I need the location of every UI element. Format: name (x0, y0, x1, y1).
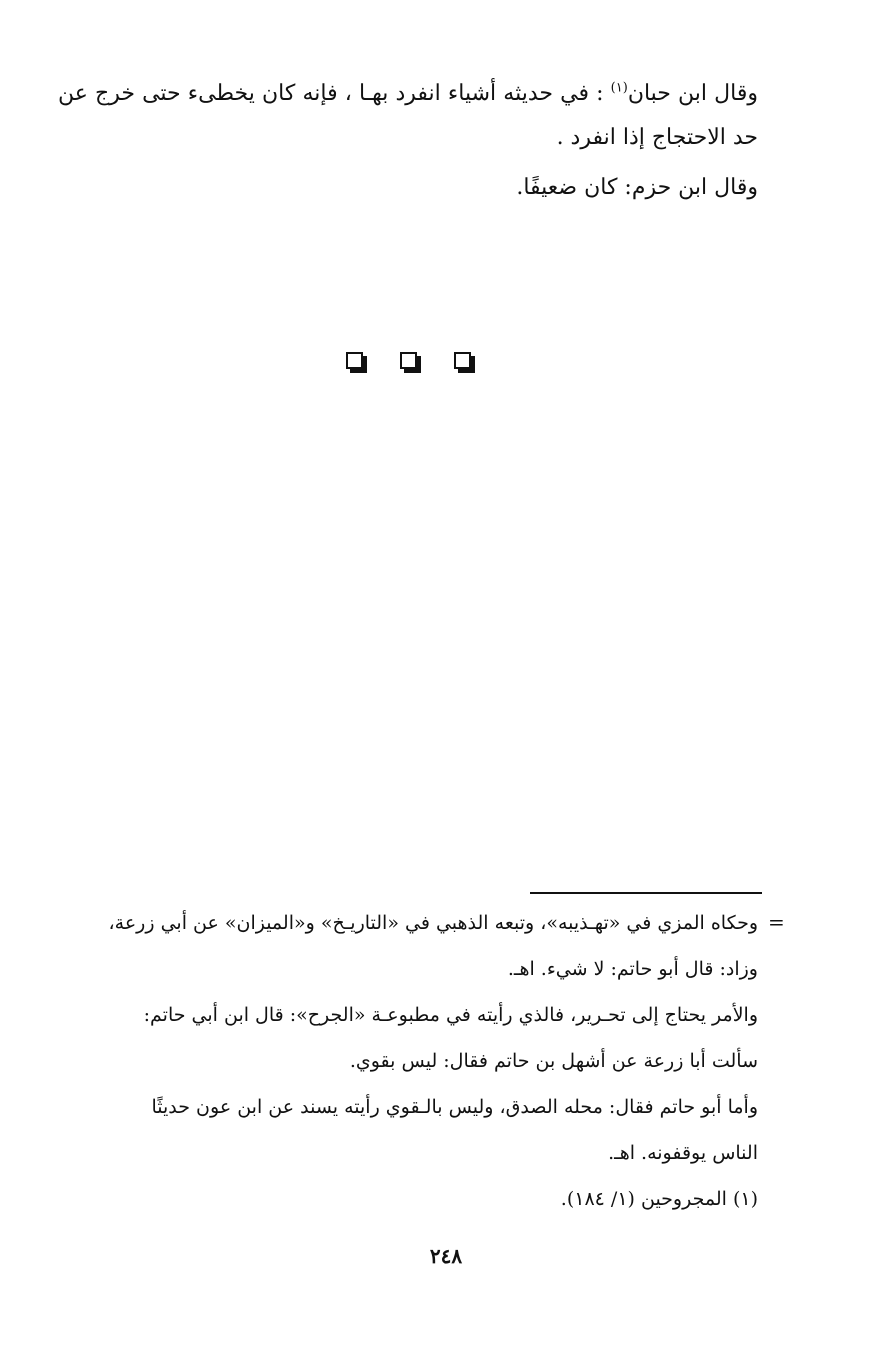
footnote-citation: (١) المجروحين (١/ ١٨٤). (560, 1188, 758, 1210)
page-number: ٢٤٨ (429, 1244, 463, 1268)
footnote-line: والأمر يحتاج إلى تحـرير، فالذي رأيته في مطبوعـة «الجرح»: قال ابن أبي حاتم: (143, 1004, 758, 1026)
footnote-line: الناس يوقفونه. اهـ. (608, 1142, 758, 1164)
box-square-icon (400, 352, 422, 374)
footnote-continuation-mark: = (768, 910, 785, 934)
footnote-separator (530, 892, 762, 894)
paragraph-ibn-hazm: وقال ابن حزم: كان ضعيفًا. (516, 175, 758, 200)
footnote-line: وأما أبو حاتم فقال: محله الصدق، وليس بالـقوي رأيته يسند عن ابن عون حديثًا (151, 1096, 758, 1118)
paragraph-ibn-hibban-rest: : في حديثه أشياء انفرد بهـا ، فإنه كان يخطىء حتى خرج عن حد الاحتجاج إذا انفرد . (58, 81, 758, 150)
footnote-line: سألت أبا زرعة عن أشهل بن حاتم فقال: ليس بقوي. (349, 1050, 758, 1072)
footnote-line: وزاد: قال أبو حاتم: لا شيء. اهـ. (507, 958, 758, 980)
box-square-icon (346, 352, 368, 374)
paragraph-ibn-hibban-start: وقال ابن حبان (627, 81, 758, 106)
footnote-reference[interactable]: (١) (610, 80, 628, 96)
main-text (58, 72, 758, 216)
footnote-line: وحكاه المزي في «تهـذيبه»، وتبعه الذهبي في «التاريـخ» و«الميزان» عن أبي زرعة، (108, 912, 758, 934)
footnotes (58, 900, 758, 1222)
paragraph-ibn-hibban (58, 72, 758, 160)
box-square-icon (454, 352, 476, 374)
section-divider-ornament (346, 352, 476, 380)
